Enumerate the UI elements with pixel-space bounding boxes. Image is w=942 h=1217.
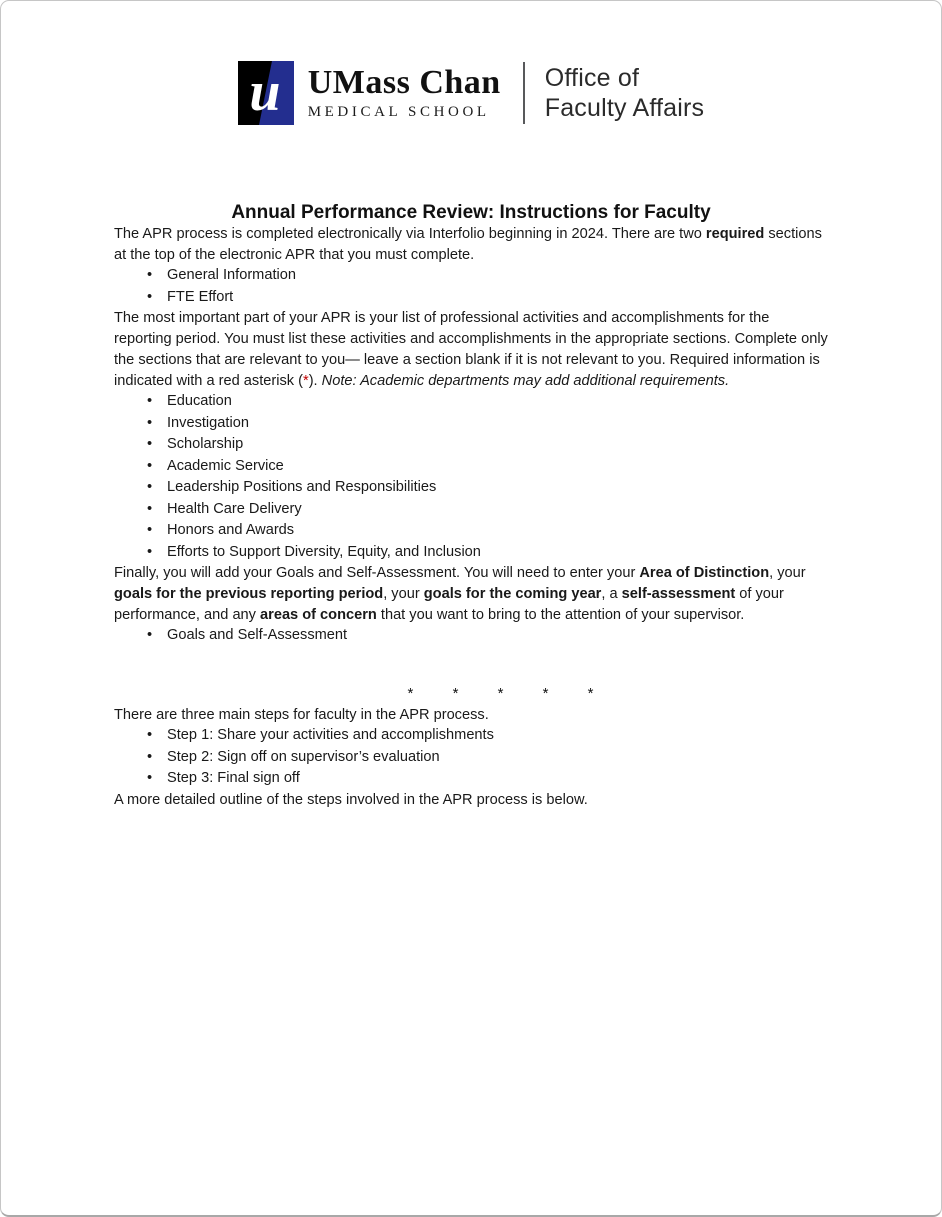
intro-paragraph bbox=[114, 224, 831, 265]
asterisk: * bbox=[497, 684, 504, 702]
list-item: • General Information bbox=[114, 265, 831, 287]
text-segment: , a bbox=[601, 585, 622, 602]
wordmark-secondary: MEDICAL SCHOOL bbox=[307, 103, 490, 120]
activity-sections-list bbox=[114, 391, 831, 563]
list-item: • Leadership Positions and Responsibilities bbox=[114, 477, 831, 499]
text-segment: that you want to bring to the attention of your supervisor. bbox=[376, 606, 745, 623]
list-item: • Scholarship bbox=[114, 434, 831, 456]
asterisk-separator bbox=[142, 684, 859, 705]
wordmark bbox=[307, 63, 501, 121]
text-segment: * bbox=[303, 372, 309, 389]
document-body bbox=[1, 224, 941, 810]
goals-sections-list bbox=[114, 625, 831, 647]
steps-intro-paragraph: There are three main steps for faculty in the APR process. bbox=[114, 706, 489, 723]
steps-list bbox=[114, 725, 831, 790]
office-name-line1: Office of bbox=[544, 64, 640, 92]
asterisk: * bbox=[407, 684, 414, 702]
header bbox=[1, 61, 941, 125]
text-segment: , your bbox=[769, 565, 806, 582]
text-segment: sections at the top of the electronic APR that you must complete. bbox=[114, 226, 822, 263]
text-segment: areas of concern bbox=[260, 606, 377, 623]
list-item: • FTE Effort bbox=[114, 287, 831, 309]
wordmark-primary: UMass Chan bbox=[307, 63, 501, 101]
umass-chan-logo bbox=[238, 61, 501, 125]
asterisk: * bbox=[542, 684, 549, 702]
text-segment: self-assessment bbox=[621, 585, 736, 602]
activities-paragraph bbox=[114, 308, 831, 391]
monogram-letter: u bbox=[249, 61, 281, 123]
list-item: • Goals and Self-Assessment bbox=[114, 625, 831, 647]
list-item: • Education bbox=[114, 391, 831, 413]
list-item: • Health Care Delivery bbox=[114, 499, 831, 521]
text-segment: goals for the coming year bbox=[423, 585, 602, 602]
text-segment: of your performance, and any bbox=[114, 585, 784, 623]
text-segment: The most important part of your APR is your list of professional activities and accomplishments for the reporting period. You must list these activities and accomplishments in the appropriate sections. Complete only the sections that are relevant to you— leave a section blank if it is not relevant to you. Required information is indicated with a red asterisk ( bbox=[114, 310, 828, 389]
page-title: Annual Performance Review: Instructions for Faculty bbox=[231, 202, 711, 223]
text-segment: Finally, you will add your Goals and Self-Assessment. You will need to enter your bbox=[114, 565, 640, 582]
list-item: • Academic Service bbox=[114, 456, 831, 478]
asterisk: * bbox=[587, 684, 594, 702]
text-segment: goals for the previous reporting period bbox=[114, 585, 384, 602]
asterisk: * bbox=[452, 684, 459, 702]
closing-paragraph: A more detailed outline of the steps involved in the APR process is below. bbox=[114, 791, 588, 808]
required-sections-list bbox=[114, 265, 831, 308]
goals-paragraph bbox=[114, 563, 831, 625]
list-item: • Step 3: Final sign off bbox=[114, 768, 831, 790]
office-name bbox=[545, 63, 705, 123]
text-segment: required bbox=[705, 226, 765, 242]
text-segment: , your bbox=[383, 585, 424, 602]
list-item: • Step 2: Sign off on supervisor’s evaluation bbox=[114, 747, 831, 769]
list-item: • Efforts to Support Diversity, Equity, and Inclusion bbox=[114, 542, 831, 564]
list-item: • Investigation bbox=[114, 413, 831, 435]
list-item: • Step 1: Share your activities and accomplishments bbox=[114, 725, 831, 747]
text-segment: The APR process is completed electronically via Interfolio beginning in 2024. There are two bbox=[114, 226, 706, 242]
text-segment: Note: Academic departments may add additional requirements. bbox=[321, 372, 730, 389]
office-name-line2: Faculty Affairs bbox=[544, 94, 705, 122]
header-divider bbox=[523, 62, 525, 124]
list-item: • Honors and Awards bbox=[114, 520, 831, 542]
text-segment: ). bbox=[308, 372, 322, 389]
text-segment: Area of Distinction bbox=[639, 565, 770, 582]
umass-monogram-icon bbox=[238, 61, 294, 125]
